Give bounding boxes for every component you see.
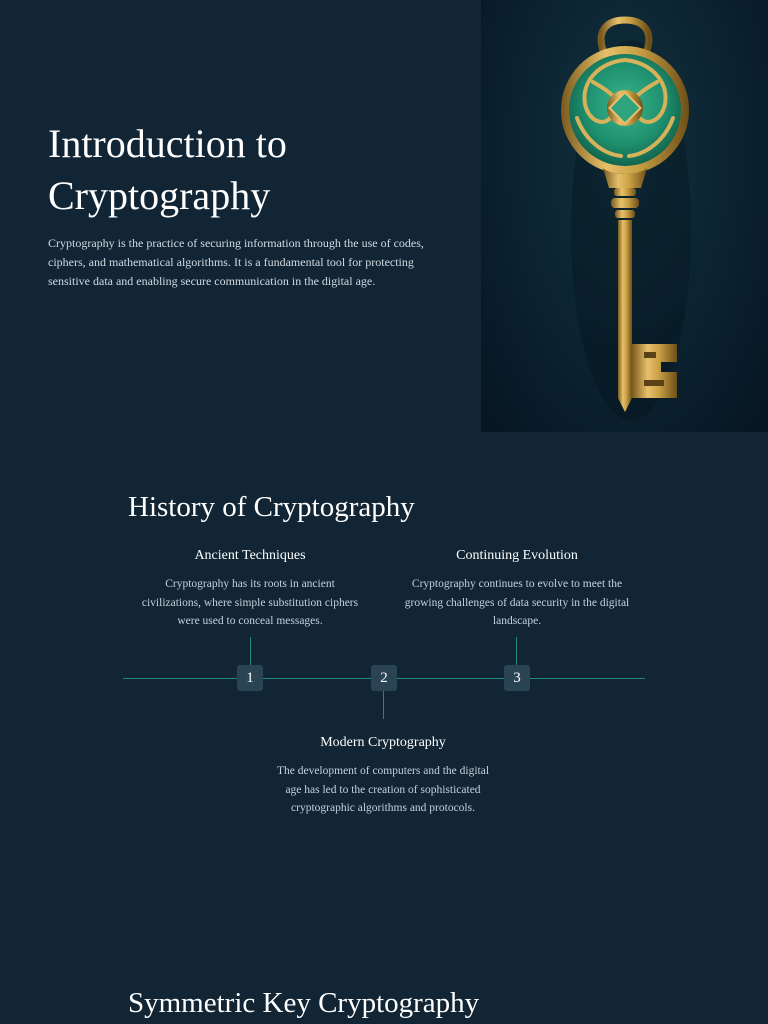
milestone-description: Cryptography has its roots in ancient civilizations, where simple substitution ciphers were used to conceal messages. (141, 578, 359, 627)
milestone-description: Cryptography continues to evolve to meet the growing challenges of data security in the digital landscape. (404, 578, 630, 627)
milestone-description: The development of computers and the digital age has led to the creation of sophisticated cryptographic algorithms and protocols. (276, 765, 490, 814)
key-illustration (481, 0, 768, 432)
symmetric-title: Symmetric Key Cryptography (128, 987, 480, 1019)
intro-title: Introduction to Cryptography (48, 121, 287, 218)
milestone-heading: Continuing Evolution (456, 548, 578, 563)
step-badge-1: 1 (237, 665, 263, 691)
milestone-heading: Ancient Techniques (194, 548, 306, 563)
milestone-modern-cryptography (268, 734, 498, 818)
milestone-continuing-evolution (402, 547, 632, 631)
history-title: History of Cryptography (128, 491, 415, 523)
timeline-connector (250, 637, 251, 665)
step-badge-2: 2 (371, 665, 397, 691)
milestone-ancient-techniques (135, 547, 365, 631)
step-badge-3: 3 (504, 665, 530, 691)
key-image (481, 0, 768, 432)
intro-description: Cryptography is the practice of securing information through the use of codes, ciphers, and mathematical algorithms. It is a fundamental tool for protecting sensitive data and enabling secure communication in the digital age. (48, 236, 424, 288)
timeline-connector (383, 691, 384, 719)
milestone-heading: Modern Cryptography (320, 735, 446, 750)
timeline-connector (516, 637, 517, 665)
